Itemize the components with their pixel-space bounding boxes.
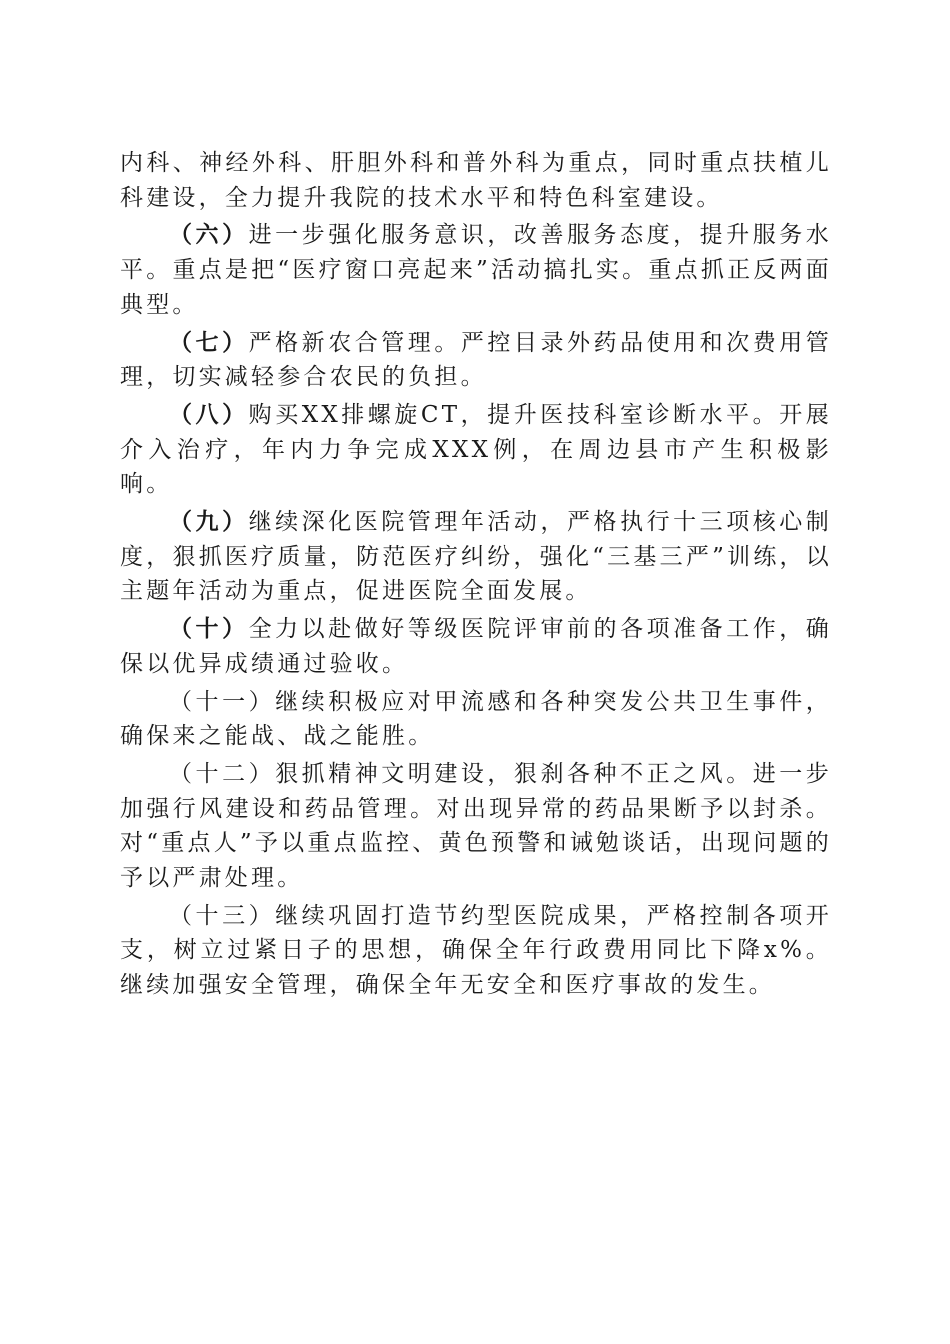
paragraph-text: 严格新农合管理。严控目录外药品使用和次费用管理，切实减轻参合农民的负担。 xyxy=(120,329,832,391)
paragraph-item-13 xyxy=(120,899,832,1003)
paragraph-number: （九） xyxy=(169,508,249,536)
paragraph-item-11 xyxy=(120,685,832,754)
paragraph-item-12 xyxy=(120,757,832,896)
paragraph-item-8 xyxy=(120,398,832,502)
paragraph-number: （六） xyxy=(169,221,249,249)
paragraph-item-6 xyxy=(120,218,832,322)
paragraph-text: 购买XX排螺旋CT，提升医技科室诊断水平。开展介入治疗，年内力争完成XXX例，在周边县市产生积极影响。 xyxy=(120,401,832,498)
paragraph-number: （十三） xyxy=(169,902,276,929)
paragraph-item-10 xyxy=(120,612,832,681)
paragraph-number: （十二） xyxy=(169,760,276,787)
paragraph-number: （十） xyxy=(169,615,249,643)
paragraph-item-9 xyxy=(120,505,832,609)
paragraph-number: （十一） xyxy=(169,688,276,715)
paragraph-text: 继续深化医院管理年活动，严格执行十三项核心制度，狠抓医疗质量，防范医疗纠纷，强化“三基三严”训练，以主题年活动为重点，促进医院全面发展。 xyxy=(120,509,832,605)
document-body xyxy=(120,146,832,1003)
paragraph-number: （七） xyxy=(169,328,249,356)
paragraph-text: 内科、神经外科、肝胆外科和普外科为重点，同时重点扶植儿科建设，全力提升我院的技术水平和特色科室建设。 xyxy=(120,150,832,211)
paragraph-intro-continuation xyxy=(120,146,832,215)
paragraph-text: 狠抓精神文明建设，狠刹各种不正之风。进一步加强行风建设和药品管理。对出现异常的药品果断予以封杀。对“重点人”予以重点监控、黄色预警和诫勉谈话，出现问题的予以严肃处理。 xyxy=(120,760,832,892)
paragraph-text: 全力以赴做好等级医院评审前的各项准备工作，确保以优异成绩通过验收。 xyxy=(120,616,832,677)
paragraph-text: 继续积极应对甲流感和各种突发公共卫生事件，确保来之能战、战之能胜。 xyxy=(120,688,832,750)
paragraph-item-7 xyxy=(120,326,832,395)
paragraph-number: （八） xyxy=(169,400,249,428)
paragraph-text: 进一步强化服务意识，改善服务态度，提升服务水平。重点是把“医疗窗口亮起来”活动搞扎实。重点抓正反两面典型。 xyxy=(120,222,832,318)
paragraph-text: 继续巩固打造节约型医院成果，严格控制各项开支，树立过紧日子的思想，确保全年行政费用同比下降x%。继续加强安全管理，确保全年无安全和医疗事故的发生。 xyxy=(120,902,832,999)
